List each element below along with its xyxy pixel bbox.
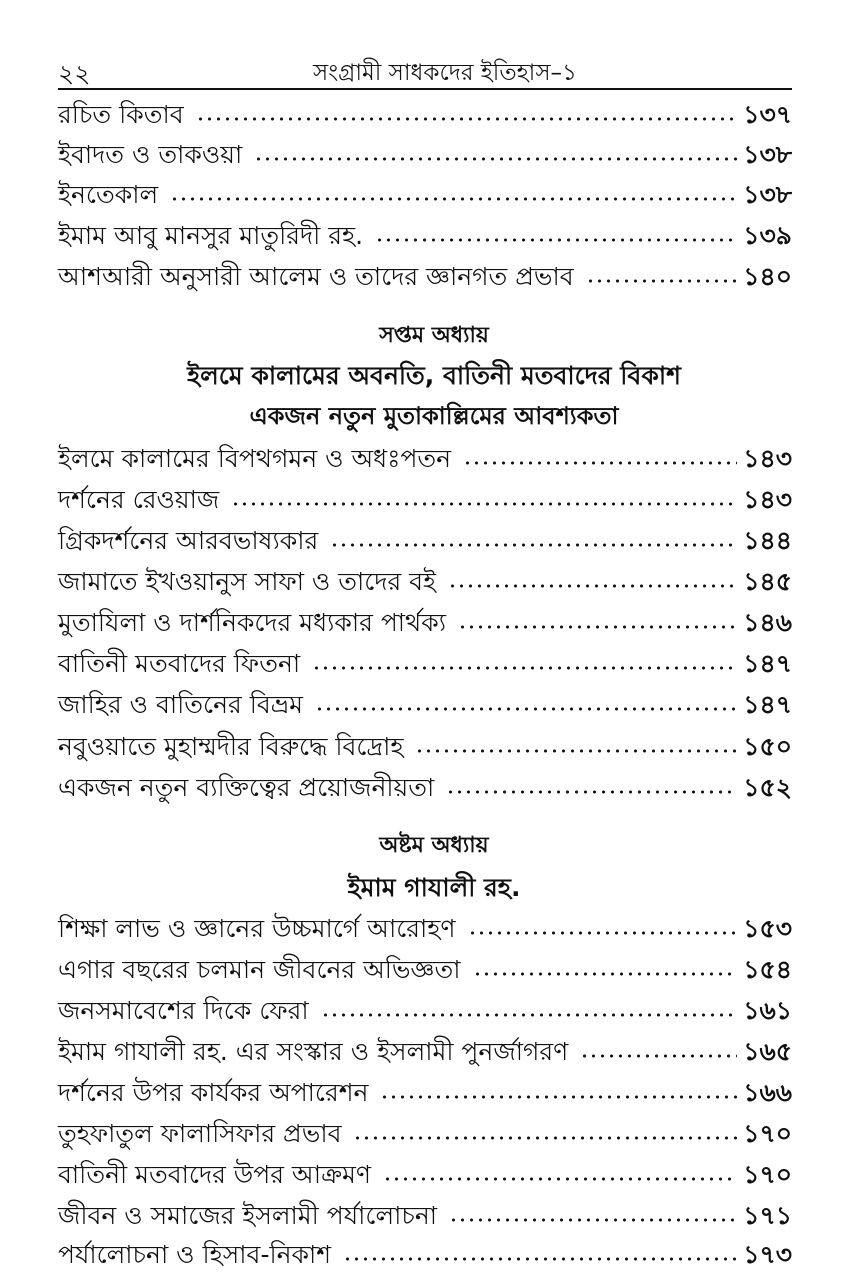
dot-leader — [580, 1051, 737, 1061]
toc-entry-title: ইনতেকাল — [58, 180, 159, 209]
toc-entry-page: ১৭০ — [743, 1119, 792, 1148]
dot-leader — [170, 194, 737, 204]
toc-entry-page: ১৬৫ — [743, 1037, 792, 1066]
dot-leader — [315, 704, 737, 714]
dot-leader — [343, 1254, 737, 1264]
toc-entry-page: ১৪৭ — [743, 690, 792, 719]
toc-entry-title: বাতিনী মতবাদের ফিতনা — [58, 649, 301, 678]
dot-leader — [446, 787, 737, 797]
dot-leader — [312, 663, 737, 673]
toc-entry — [58, 990, 792, 1028]
toc-entry — [58, 767, 792, 805]
toc-entry-page: ১৭১ — [743, 1201, 792, 1230]
toc-entry-page: ১৫০ — [743, 732, 792, 761]
toc-entry — [58, 215, 792, 253]
toc-entry-page: ১৩৭ — [743, 100, 792, 129]
chapter-subtitle: একজন নতুন মুতাকাল্লিমের আবশ্যকতা — [249, 402, 619, 430]
dot-leader — [353, 1133, 737, 1143]
toc-entry-page: ১৩৮ — [743, 180, 792, 209]
dot-leader — [468, 928, 738, 938]
chapter-title: ইলমে কালামের অবনতি, বাতিনী মতবাদের বিকাশ — [187, 361, 681, 390]
chapter-label: অষ্টম অধ্যায় — [379, 833, 489, 858]
toc-entry — [58, 256, 792, 294]
toc-entry — [58, 726, 792, 764]
toc-entry-title: এগার বছরের চলমান জীবনের অভিজ্ঞতা — [58, 955, 461, 984]
toc-entry-title: মুতাযিলা ও দার্শনিকদের মধ্যকার পার্থক্য — [58, 608, 446, 637]
dot-leader — [463, 458, 737, 468]
toc-entry-title: রচিত কিতাব — [58, 100, 184, 129]
toc-entry-page: ১৫২ — [743, 773, 792, 802]
toc-entry — [58, 561, 792, 599]
dot-leader — [321, 1010, 738, 1020]
page-header — [58, 48, 792, 90]
dot-leader — [473, 969, 738, 979]
dot-leader — [375, 235, 737, 245]
toc-entry — [58, 1072, 792, 1110]
dot-leader — [380, 1092, 737, 1102]
toc-entry-title: আশআরী অনুসারী আলেম ও তাদের জ্ঞানগত প্রভাব — [58, 262, 574, 291]
toc-entry-title: পর্যালোচনা ও হিসাব-নিকাশ — [58, 1240, 332, 1269]
toc-entry-title: ইমাম গাযালী রহ. এর সংস্কার ও ইসলামী পুনর্জাগরণ — [58, 1037, 569, 1066]
toc-entry — [58, 1113, 792, 1151]
toc-entry — [58, 908, 792, 946]
toc-entry-page: ১৪৩ — [743, 444, 792, 473]
toc-entry — [58, 94, 792, 132]
dot-leader — [330, 540, 737, 550]
toc-entry-page: ১৩৯ — [743, 221, 792, 250]
toc-entry — [58, 134, 792, 172]
toc-entry — [58, 1234, 792, 1272]
toc-entry-page: ১৪০ — [743, 262, 792, 291]
toc-entry-page: ১৬১ — [743, 996, 792, 1025]
chapter-title: ইমাম গাযালী রহ. — [347, 873, 521, 902]
running-title: সংগ্রামী সাধকদের ইতিহাস–১ — [313, 60, 577, 86]
toc-entry-page: ১৪৩ — [743, 485, 792, 514]
toc-entry-title: দর্শনের উপর কার্যকর অপারেশন — [58, 1078, 369, 1107]
toc-entry — [58, 174, 792, 212]
toc-entry-page: ১৫৩ — [743, 914, 792, 943]
toc-entry-page: ১৪৪ — [743, 526, 792, 555]
toc-entry — [58, 438, 792, 476]
dot-leader — [449, 1215, 737, 1225]
toc-entry-title: জামাতে ইখওয়ানুস সাফা ও তাদের বই — [58, 567, 437, 596]
toc-entry-title: ইবাদত ও তাকওয়া — [58, 140, 243, 169]
toc-entry-title: গ্রিকদর্শনের আরবভাষ্যকার — [58, 526, 319, 555]
toc-entry — [58, 949, 792, 987]
toc-entry-page: ১৭৩ — [743, 1240, 792, 1269]
toc-entry — [58, 684, 792, 722]
toc-entry-title: জনসমাবেশের দিকে ফেরা — [58, 996, 309, 1025]
toc-entry-page: ১৭০ — [743, 1160, 792, 1189]
page-number: ২২ — [58, 59, 91, 88]
dot-leader — [586, 276, 738, 286]
dot-leader — [254, 154, 737, 164]
toc-entry — [58, 1031, 792, 1069]
toc-entry-title: শিক্ষা লাভ ও জ্ঞানের উচ্চমার্গে আরোহণ — [58, 914, 456, 943]
toc-entry-title: জাহির ও বাতিনের বিভ্রম — [58, 690, 304, 719]
chapter-label: সপ্তম অধ্যায় — [379, 323, 489, 348]
toc-entry-title: তুহফাতুল ফালাসিফার প্রভাব — [58, 1119, 342, 1148]
toc-entry-title: ইমাম আবু মানসুর মাতুরিদী রহ. — [58, 221, 364, 250]
dot-leader — [458, 622, 737, 632]
toc-entry — [58, 1195, 792, 1233]
toc-entry-title: দর্শনের রেওয়াজ — [58, 485, 220, 514]
toc-entry — [58, 479, 792, 517]
toc-entry — [58, 643, 792, 681]
toc-entry — [58, 1154, 792, 1192]
toc-entry-page: ১৩৮ — [743, 140, 792, 169]
toc-entry-page: ১৪৫ — [743, 567, 792, 596]
toc-entry-title: বাতিনী মতবাদের উপর আক্রমণ — [58, 1160, 371, 1189]
toc-entry-page: ১৪৭ — [743, 649, 792, 678]
dot-leader — [196, 114, 738, 124]
dot-leader — [415, 746, 737, 756]
dot-leader — [231, 499, 737, 509]
dot-leader — [383, 1174, 737, 1184]
toc-entry-page: ১৬৬ — [743, 1078, 792, 1107]
toc-entry-title: ইলমে কালামের বিপথগমন ও অধঃপতন — [58, 444, 452, 473]
toc-entry-page: ১৫৪ — [743, 955, 792, 984]
toc-entry — [58, 520, 792, 558]
toc-entry-page: ১৪৬ — [743, 608, 792, 637]
dot-leader — [448, 581, 737, 591]
toc-entry-title: জীবন ও সমাজের ইসলামী পর্যালোচনা — [58, 1201, 437, 1230]
toc-entry — [58, 602, 792, 640]
toc-entry-title: একজন নতুন ব্যক্তিত্বের প্রয়োজনীয়তা — [58, 773, 435, 802]
toc-entry-title: নবুওয়াতে মুহাম্মদীর বিরুদ্ধে বিদ্রোহ — [58, 732, 404, 761]
